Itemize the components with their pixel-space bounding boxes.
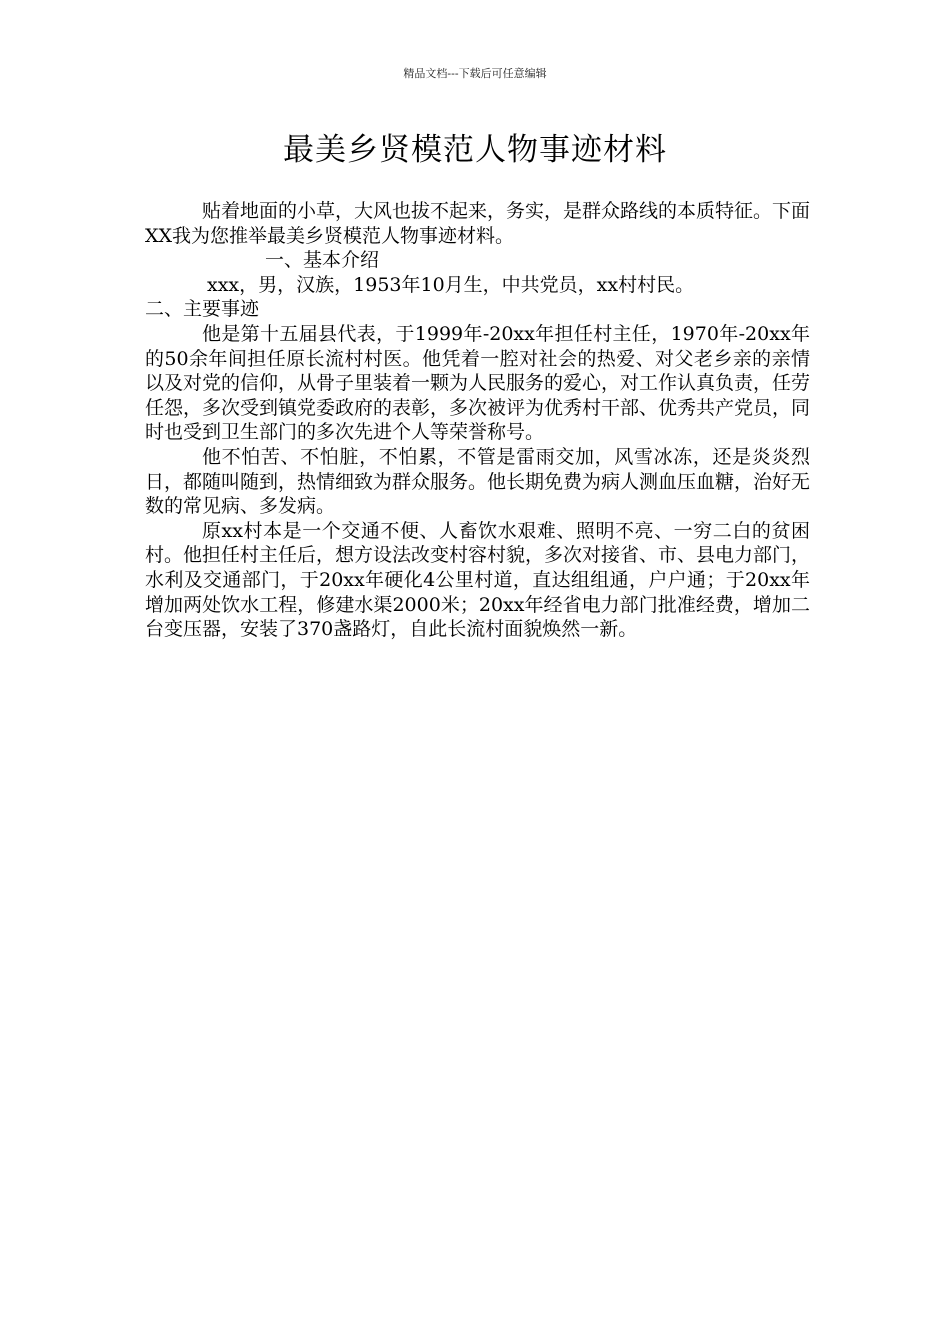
section-heading-basic-info: 一、基本介绍 — [265, 249, 380, 272]
intro-paragraph: 贴着地面的小草，大风也拔不起来，务实，是群众路线的本质特征。下面XX我为您推举最美乡贤模范人物事迹材料。 — [145, 200, 811, 247]
deeds-paragraph-2: 他不怕苦、不怕脏，不怕累，不管是雷雨交加，风雪冰冻，还是炎炎烈日，都随叫随到，热情细致为群众服务。他长期免费为病人测血压血糖，治好无数的常见病、多发病。 — [145, 445, 811, 518]
basic-info-paragraph: xxx，男，汉族，1953年10月生，中共党员，xx村村民。 — [207, 273, 695, 296]
section-heading-main-deeds: 二、主要事迹 — [145, 298, 260, 321]
page-header-note: 精品文档---下载后可任意编辑 — [403, 67, 547, 80]
deeds-paragraph-1: 他是第十五届县代表，于1999年-20xx年担任村主任，1970年-20xx年的50余年间担任原长流村村医。他凭着一腔对社会的热爱、对父老乡亲的亲情以及对党的信仰，从骨子里装着一颗为人民服务的爱心，对工作认真负责，任劳任怨，多次受到镇党委政府的表彰，多次被评为优秀村干部、优秀共产党员，同时也受到卫生部门的多次先进个人等荣誉称号。 — [145, 322, 811, 444]
document-body — [145, 199, 810, 642]
document-title: 最美乡贤模范人物事迹材料 — [283, 132, 667, 168]
deeds-paragraph-3: 原xx村本是一个交通不便、人畜饮水艰难、照明不亮、一穷二白的贫困村。他担任村主任后，想方设法改变村容村貌，多次对接省、市、县电力部门，水利及交通部门，于20xx年硬化4公里村道，直达组组通，户户通；于20xx年增加两处饮水工程，修建水渠2000米；20xx年经省电力部门批准经费，增加二台变压器，安装了370盏路灯，自此长流村面貌焕然一新。 — [145, 519, 811, 641]
